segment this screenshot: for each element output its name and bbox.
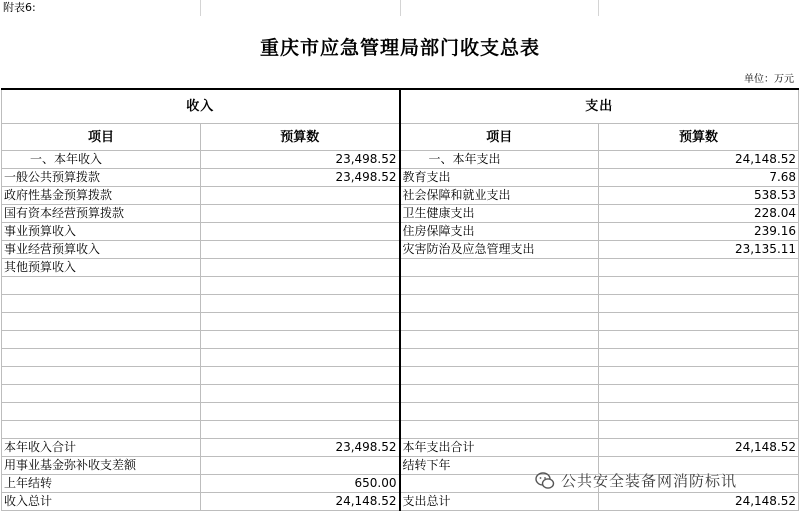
expense-value-cell: 24,148.52	[599, 439, 799, 457]
income-section-header: 收入	[2, 89, 400, 124]
expense-budget-header: 预算数	[599, 124, 799, 151]
expense-item-cell: 支出总计	[400, 493, 599, 511]
expense-value-cell: 23,135.11	[599, 241, 799, 259]
income-value-cell	[201, 205, 400, 223]
income-item-cell	[2, 277, 201, 295]
expense-value-cell	[599, 277, 799, 295]
sheet-gridline	[598, 0, 599, 16]
expense-value-cell	[599, 259, 799, 277]
expense-item-cell	[400, 259, 599, 277]
table-row	[2, 169, 799, 187]
table-row	[2, 439, 799, 457]
income-item-cell: 政府性基金预算拨款	[2, 187, 201, 205]
income-item-header: 项目	[2, 124, 201, 151]
table-row	[2, 295, 799, 313]
watermark-text: 公共安全装备网消防标讯	[561, 472, 738, 490]
table-body	[2, 151, 799, 511]
expense-item-cell	[400, 385, 599, 403]
income-value-cell	[201, 259, 400, 277]
expense-value-cell	[599, 313, 799, 331]
expense-value-cell	[599, 295, 799, 313]
income-item-cell: 事业预算收入	[2, 223, 201, 241]
expense-item-cell	[400, 421, 599, 439]
expense-value-cell	[599, 403, 799, 421]
income-value-cell	[201, 313, 400, 331]
income-item-cell: 用事业基金弥补收支差额	[2, 457, 201, 475]
income-item-cell: 事业经营预算收入	[2, 241, 201, 259]
table-row	[2, 223, 799, 241]
income-value-cell	[201, 277, 400, 295]
income-value-cell	[201, 241, 400, 259]
income-value-cell	[201, 403, 400, 421]
income-item-cell: 一般公共预算拨款	[2, 169, 201, 187]
expense-item-cell: 结转下年	[400, 457, 599, 475]
table-row	[2, 367, 799, 385]
income-value-cell	[201, 295, 400, 313]
table-row	[2, 241, 799, 259]
income-item-cell: 上年结转	[2, 475, 201, 493]
table-row	[2, 385, 799, 403]
income-item-cell	[2, 313, 201, 331]
column-header-row	[2, 124, 799, 151]
expense-item-cell	[400, 403, 599, 421]
income-value-cell	[201, 349, 400, 367]
expense-value-cell: 538.53	[599, 187, 799, 205]
income-value-cell	[201, 457, 400, 475]
expense-value-cell	[599, 421, 799, 439]
expense-value-cell: 228.04	[599, 205, 799, 223]
expense-value-cell	[599, 349, 799, 367]
expense-value-cell	[599, 331, 799, 349]
expense-item-cell	[400, 331, 599, 349]
attachment-label: 附表6:	[3, 1, 36, 14]
expense-section-header: 支出	[400, 89, 799, 124]
table-row	[2, 421, 799, 439]
table-row	[2, 205, 799, 223]
expense-item-cell: 卫生健康支出	[400, 205, 599, 223]
table-row	[2, 403, 799, 421]
expense-item-cell	[400, 295, 599, 313]
income-item-cell: 本年收入合计	[2, 439, 201, 457]
expense-value-cell	[599, 385, 799, 403]
income-value-cell: 23,498.52	[201, 151, 400, 169]
budget-table	[1, 88, 799, 511]
income-item-cell: 一、本年收入	[2, 151, 201, 169]
expense-item-cell: 社会保障和就业支出	[400, 187, 599, 205]
expense-value-cell: 24,148.52	[599, 151, 799, 169]
expense-item-cell	[400, 277, 599, 295]
income-item-cell: 其他预算收入	[2, 259, 201, 277]
expense-item-cell	[400, 367, 599, 385]
expense-item-cell: 住房保障支出	[400, 223, 599, 241]
watermark	[535, 468, 800, 494]
income-value-cell	[201, 385, 400, 403]
expense-item-cell	[400, 349, 599, 367]
expense-item-cell: 一、本年支出	[400, 151, 599, 169]
table-row	[2, 151, 799, 169]
unit-label: 单位：万元	[744, 74, 794, 85]
sheet-gridline	[400, 0, 401, 16]
income-value-cell: 23,498.52	[201, 439, 400, 457]
income-item-cell	[2, 295, 201, 313]
table-row	[2, 313, 799, 331]
income-item-cell: 收入总计	[2, 493, 201, 511]
income-item-cell: 国有资本经营预算拨款	[2, 205, 201, 223]
expense-value-cell	[599, 367, 799, 385]
expense-item-cell: 本年支出合计	[400, 439, 599, 457]
table-row	[2, 277, 799, 295]
income-item-cell	[2, 403, 201, 421]
expense-item-cell	[400, 313, 599, 331]
income-value-cell: 650.00	[201, 475, 400, 493]
sheet-gridline	[200, 0, 201, 16]
expense-item-cell: 灾害防治及应急管理支出	[400, 241, 599, 259]
income-value-cell: 24,148.52	[201, 493, 400, 511]
table-row	[2, 259, 799, 277]
expense-value-cell: 239.16	[599, 223, 799, 241]
income-value-cell	[201, 331, 400, 349]
income-value-cell	[201, 367, 400, 385]
income-item-cell	[2, 421, 201, 439]
expense-item-cell: 教育支出	[400, 169, 599, 187]
expense-value-cell: 7.68	[599, 169, 799, 187]
expense-item-header: 项目	[400, 124, 599, 151]
expense-value-cell: 24,148.52	[599, 493, 799, 511]
income-budget-header: 预算数	[201, 124, 400, 151]
wechat-icon	[535, 471, 555, 491]
table-row	[2, 187, 799, 205]
income-value-cell	[201, 223, 400, 241]
income-item-cell	[2, 385, 201, 403]
income-item-cell	[2, 331, 201, 349]
income-item-cell	[2, 367, 201, 385]
table-row	[2, 349, 799, 367]
income-value-cell	[201, 187, 400, 205]
table-row	[2, 331, 799, 349]
income-item-cell	[2, 349, 201, 367]
section-header-row	[2, 89, 799, 124]
income-value-cell: 23,498.52	[201, 169, 400, 187]
table-row	[2, 493, 799, 511]
page-title: 重庆市应急管理局部门收支总表	[259, 37, 540, 59]
income-value-cell	[201, 421, 400, 439]
